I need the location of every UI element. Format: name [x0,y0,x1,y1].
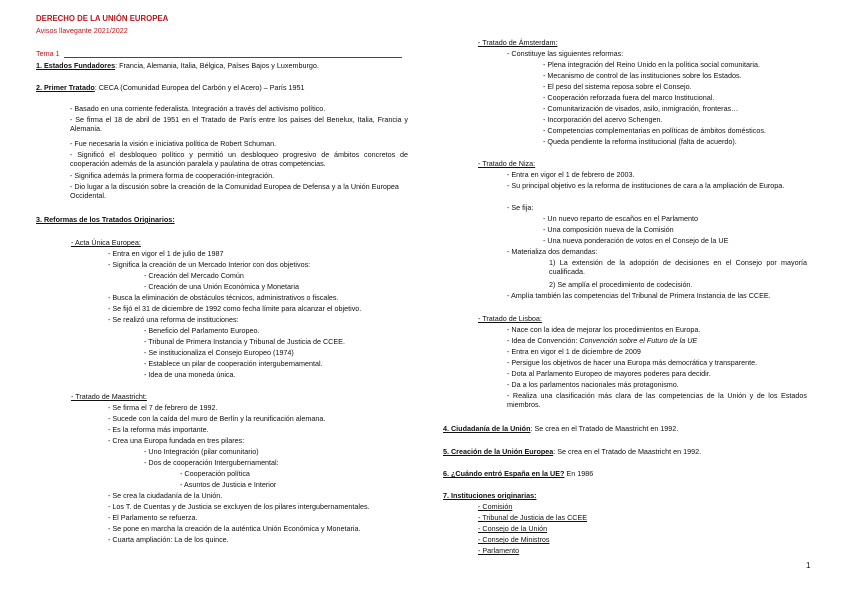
amsterdam-intro: - Constituye las siguientes reformas: [507,49,624,58]
ceca-item: - Se firma el 18 de abril de 1951 en el Tratado de París entre los países del Benelux, Italia, Francia y Alemania. [70,115,408,133]
amsterdam-heading: - Tratado de Ámsterdam: [478,38,558,47]
lisboa-item: - Da a los parlamentos nacionales más protagonismo. [507,380,679,389]
maastricht-item: - Los T. de Cuentas y de Justicia se excluyen de los pilares intergubernamentales. [108,502,370,511]
maastricht-item: - Asuntos de Justicia e Interior [180,480,277,489]
ceca-item: - Significa además la primera forma de cooperación-integración. [70,171,275,180]
lisboa-item: - Realiza una clasificación más clara de las competencias de la Unión y de los Estados miembros. [507,391,807,409]
maastricht-item: - Se crea la ciudadanía de la Unión. [108,491,223,500]
lisboa-item: - Nace con la idea de mejorar los procedimientos en Europa. [507,325,701,334]
institution-item: - Tribunal de Justicia de las CCEE [478,513,588,522]
section-3: 3. Reformas de los Tratados Originarios: [36,215,175,224]
maastricht-heading: - Tratado de Maastricht: [71,392,147,401]
niza-item: 1) La extensión de la adopción de decisiones en el Consejo por mayoría cualificada. [549,258,807,276]
aue-item: - Se realizó una reforma de instituciones: [108,315,239,324]
section-7: 7. Instituciones originarias: [443,491,537,500]
aue-item: - Idea de una moneda única. [144,370,236,379]
section-2: 2. Primer Tratado: CECA (Comunidad Europea del Carbón y el Acero) – París 1951 [36,83,305,92]
section-5: 5. Creación de la Unión Europea: Se crea en el Tratado de Maastricht en 1992. [443,447,702,456]
amsterdam-item: - Mecanismo de control de las instituciones sobre los Estados. [543,71,742,80]
aue-item: - Significa la creación de un Mercado Interior con dos objetivos: [108,260,311,269]
aue-item: - Tribunal de Primera Instancia y Tribunal de Justicia de CCEE. [144,337,345,346]
aue-item: - Entra en vigor el 1 de julio de 1987 [108,249,224,258]
section-4: 4. Ciudadanía de la Unión: Se crea en el Tratado de Maastricht en 1992. [443,424,679,433]
ceca-item: - Significó el desbloqueo político y permitió un desbloqueo progresivo de ámbitos concretos de cooperación además de la asunción paralela y paulatina de otras competencias. [70,150,408,168]
niza-item: - Su principal objetivo es la reforma de instituciones de cara a la ampliación de Europa. [507,181,785,190]
maastricht-item: - Uno Integración (pilar comunitario) [144,447,259,456]
tema-label: Tema 1 [36,49,60,58]
amsterdam-item: - Cooperación reforzada fuera del marco Institucional. [543,93,715,102]
niza-item: - Un nuevo reparto de escaños en el Parlamento [543,214,699,223]
institution-item: - Parlamento [478,546,520,555]
amsterdam-item: - Competencias complementarias en políticas de ámbitos domésticos. [543,126,766,135]
niza-item: - Materializa dos demandas: [507,247,598,256]
niza-item: - Se fija: [507,203,534,212]
aue-heading: - Acta Única Europea: [71,238,141,247]
lisboa-item: - Persigue los objetivos de hacer una Europa más democrática y transparente. [507,358,758,367]
lisboa-item: - Dota al Parlamento Europeo de mayores poderes para decidir. [507,369,711,378]
document-subtitle: Avisos llavegante 2021/2022 [36,26,128,35]
institution-item: - Comisión [478,502,513,511]
maastricht-item: - Cuarta ampliación: La de los quince. [108,535,229,544]
institution-item: - Consejo de Ministros [478,535,550,544]
maastricht-item: - Dos de cooperación Intergubernamental: [144,458,279,467]
amsterdam-item: - El peso del sistema reposa sobre el Consejo. [543,82,692,91]
section-6: 6. ¿Cuándo entró España en la UE? En 1986 [443,469,594,478]
amsterdam-item: - Incorporación del acervo Schengen. [543,115,663,124]
niza-heading: - Tratado de Niza: [478,159,536,168]
aue-item: - Establece un pilar de cooperación intergubernamental. [144,359,323,368]
niza-item: 2) Se amplía el procedimiento de codecisión. [549,280,693,289]
ceca-item: - Dio lugar a la discusión sobre la creación de la Comunidad Europea de Defensa y a la Unión Europea Occidental. [70,182,399,200]
niza-item: - Amplía también las competencias del Tribunal de Primera Instancia de las CCEE. [507,291,771,300]
aue-item: - Busca la eliminación de obstáculos técnicos, administrativos o fiscales. [108,293,339,302]
niza-item: - Una nueva ponderación de votos en el Consejo de la UE [543,236,729,245]
aue-item: - Creación del Mercado Común [144,271,244,280]
amsterdam-item: - Comunitarización de visados, asilo, inmigración, fronteras… [543,104,739,113]
document-title: DERECHO DE LA UNIÓN EUROPEA [36,14,169,23]
maastricht-item: - Es la reforma más importante. [108,425,209,434]
niza-item: - Entra en vigor el 1 de febrero de 2003. [507,170,635,179]
ceca-item: - Fue necesaria la visión e iniciativa política de Robert Schuman. [70,139,277,148]
lisboa-item: - Entra en vigor el 1 de diciembre de 2009 [507,347,641,356]
maastricht-item: - Sucede con la caída del muro de Berlín y la reunificación alemana. [108,414,326,423]
maastricht-item: - Cooperación política [180,469,250,478]
maastricht-item: - El Parlamento se refuerza. [108,513,198,522]
maastricht-item: - Se firma el 7 de febrero de 1992. [108,403,218,412]
aue-item: - Creación de una Unión Económica y Monetaria [144,282,300,291]
tema-underline [64,57,402,58]
section-1: 1. Estados Fundadores: Francia, Alemania, Italia, Bélgica, Países Bajos y Luxemburgo. [36,61,319,70]
amsterdam-item: - Plena integración del Reino Unido en la política social comunitaria. [543,60,760,69]
maastricht-item: - Se pone en marcha la creación de la auténtica Unión Económica y Monetaria. [108,524,361,533]
ceca-item: - Basado en una corriente federalista. Integración a través del activismo político. [70,104,326,113]
amsterdam-item: - Queda pendiente la reforma institucional (falta de acuerdo). [543,137,737,146]
aue-item: - Se institucionaliza el Consejo Europeo (1974) [144,348,294,357]
niza-item: - Una composición nueva de la Comisión [543,225,674,234]
aue-item: - Beneficio del Parlamento Europeo. [144,326,260,335]
lisboa-heading: - Tratado de Lisboa: [478,314,542,323]
page-number: 1 [806,561,811,570]
maastricht-item: - Crea una Europa fundada en tres pilares: [108,436,245,445]
institution-item: - Consejo de la Unión [478,524,548,533]
aue-item: - Se fijó el 31 de diciembre de 1992 como fecha límite para alcanzar el objetivo. [108,304,362,313]
lisboa-item: - Idea de Convención: Convención sobre el Futuro de la UE [507,336,698,345]
